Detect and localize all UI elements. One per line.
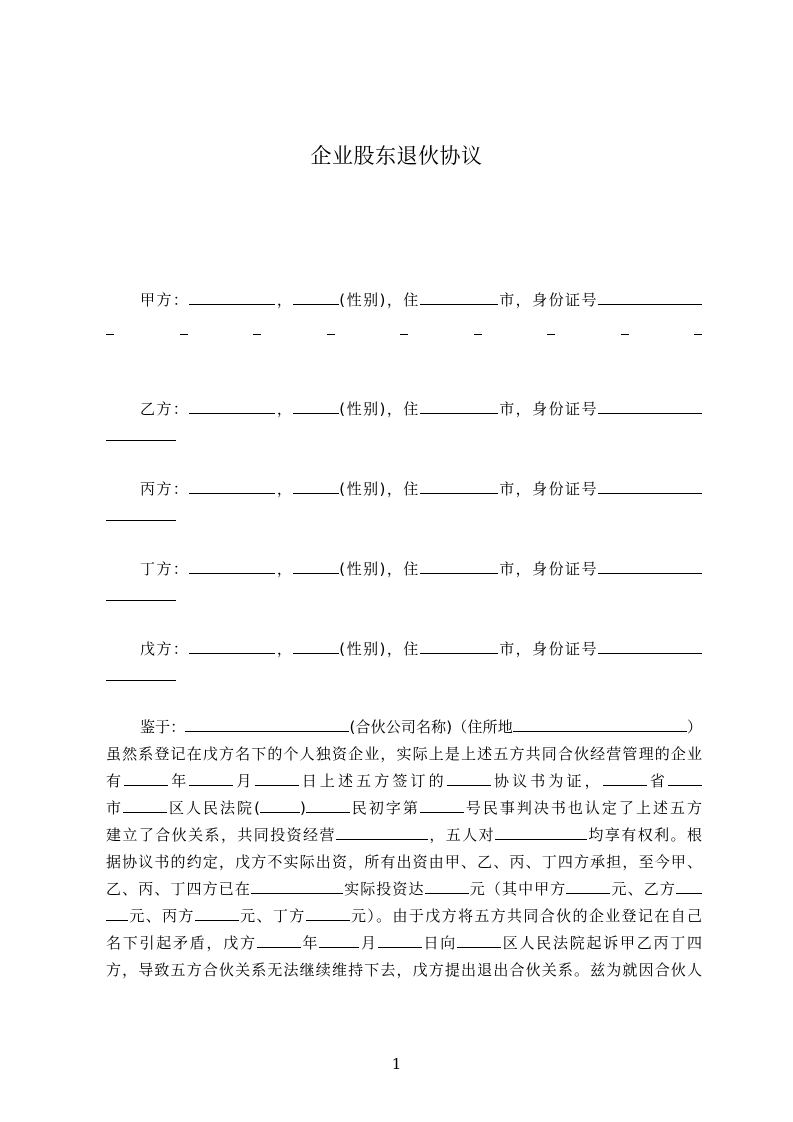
recital-line: 据协议书的约定，戊方不实际出资，所有出资由甲、乙、丙、丁四方承担，至今甲、 [106, 853, 702, 871]
document-title: 企业股东退伙协议 [310, 144, 483, 168]
id-blank-continuation [106, 599, 176, 601]
party-line-wu: 戊方： ， (性别)，住 市，身份证号 [106, 636, 702, 662]
gender-blank [293, 287, 339, 305]
recital-line: 建立了合伙关系，共同投资经营 ，五人对 均享有权利。根 [106, 822, 702, 849]
recital-line: 市 区人民法院( ) 民初字第 号民事判决书也认定了上述五方 [106, 795, 702, 822]
id-blank [598, 287, 702, 305]
id-blank-continuation [106, 439, 176, 441]
recital-line: 有 年 月 日上述五方签订的 协议书为证， 省 [106, 768, 702, 795]
recital-line: 乙、丙、丁四方已在 实际投资达 元（其中甲方 元、乙方 [106, 876, 702, 903]
recital-line: 元、丙方 元、丁方 元）。由于戊方将五方共同合伙的企业登记在自己 [106, 903, 702, 930]
address-blank [420, 287, 498, 305]
id-blank-continuation [106, 519, 176, 521]
party-line-bing: 丙方： ， (性别)，住 市，身份证号 [106, 476, 702, 502]
id-blank-continuation [106, 679, 176, 681]
page-number: 1 [391, 1055, 402, 1073]
recital-line: 虽然系登记在戊方名下的个人独资企业，实际上是上述五方共同合伙经营管理的企业 [106, 745, 702, 763]
recital-paragraph [106, 714, 702, 984]
dash-row [106, 322, 702, 342]
recital-line: 名下引起矛盾，戊方 年 月 日向 区人民法院起诉甲乙丙丁四 [106, 930, 702, 957]
recital-line: 方，导致五方合伙关系无法继续维持下去，戊方提出退出合伙关系。兹为就因合伙人 [106, 961, 702, 979]
party-line-yi: 乙方： ， (性别)，住 市，身份证号 [106, 396, 702, 422]
party-line-ding: 丁方： ， (性别)，住 市，身份证号 [106, 556, 702, 582]
party-line-jia: 甲方： ， (性别)，住 市，身份证号 [106, 287, 702, 313]
name-blank [189, 287, 275, 305]
recital-line: 鉴于： (合伙公司名称)（住所地 ） [106, 714, 702, 741]
